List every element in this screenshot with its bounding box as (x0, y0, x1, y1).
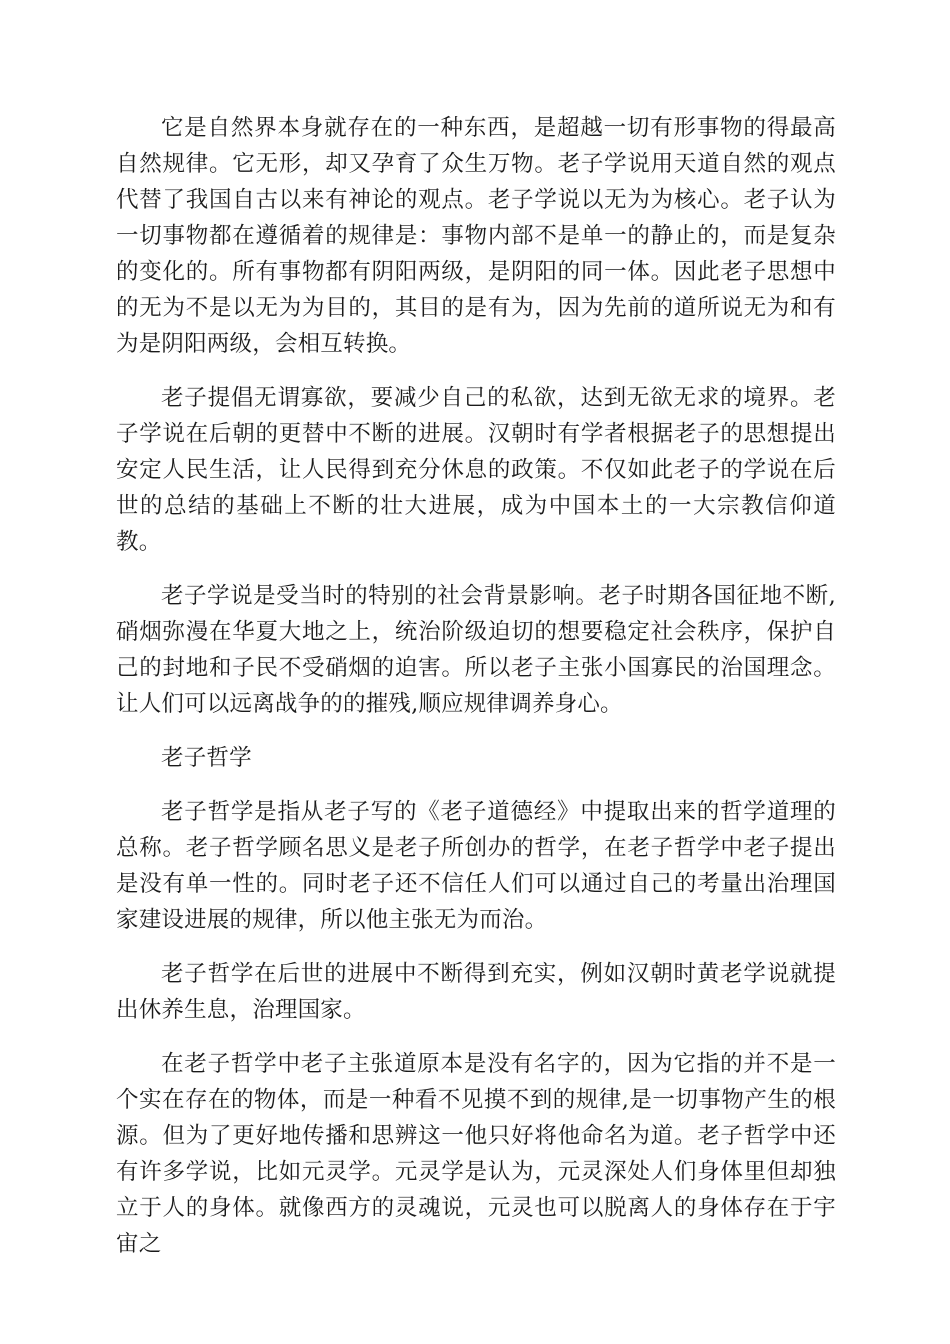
section-heading: 老子哲学 (161, 745, 252, 771)
paragraph-3: 老子学说是受当时的特别的社会背景影响。老子时期各国征地不断,硝烟弥漫在华夏大地之上，统治阶级迫切的想要稳定社会秩序，保护自己的封地和子民不受硝烟的迫害。所以老子主张小国寡民的治国理念。让人们可以远离战争的的摧残,顺应规律调养身心。 (116, 583, 836, 717)
document-body (116, 110, 836, 1280)
paragraph-2: 老子提倡无谓寡欲，要减少自己的私欲，达到无欲无求的境界。老子学说在后朝的更替中不断的进展。汉朝时有学者根据老子的思想提出安定人民生活，让人民得到充分休息的政策。不仅如此老子的学说在后世的总结的基础上不断的壮大进展，成为中国本土的一大宗教信仰道教。 (116, 385, 836, 555)
paragraph-5: 老子哲学在后世的进展中不断得到充实，例如汉朝时黄老学说就提出休养生息，治理国家。 (116, 961, 836, 1023)
paragraph-1: 它是自然界本身就存在的一种东西，是超越一切有形事物的得最高自然规律。它无形，却又孕育了众生万物。老子学说用天道自然的观点代替了我国自古以来有神论的观点。老子学说以无为为核心。老子认为一切事物都在遵循着的规律是：事物内部不是单一的静止的，而是复杂的变化的。所有事物都有阴阳两级，是阴阳的同一体。因此老子思想中的无为不是以无为为目的，其目的是有为，因为先前的道所说无为和有为是阴阳两级，会相互转换。 (116, 115, 836, 357)
paragraph-6: 在老子哲学中老子主张道原本是没有名字的，因为它指的并不是一个实在存在的物体，而是一种看不见摸不到的规律,是一切事物产生的根源。但为了更好地传播和思辨这一他只好将他命名为道。老子哲学中还有许多学说，比如元灵学。元灵学是认为，元灵深处人们身体里但却独立于人的身体。就像西方的灵魂说，元灵也可以脱离人的身体存在于宇宙之 (116, 1051, 836, 1257)
paragraph-4: 老子哲学是指从老子写的《老子道德经》中提取出来的哲学道理的总称。老子哲学顾名思义是老子所创办的哲学，在老子哲学中老子提出是没有单一性的。同时老子还不信任人们可以通过自己的考量出治理国家建设进展的规律，所以他主张无为而治。 (116, 799, 836, 933)
